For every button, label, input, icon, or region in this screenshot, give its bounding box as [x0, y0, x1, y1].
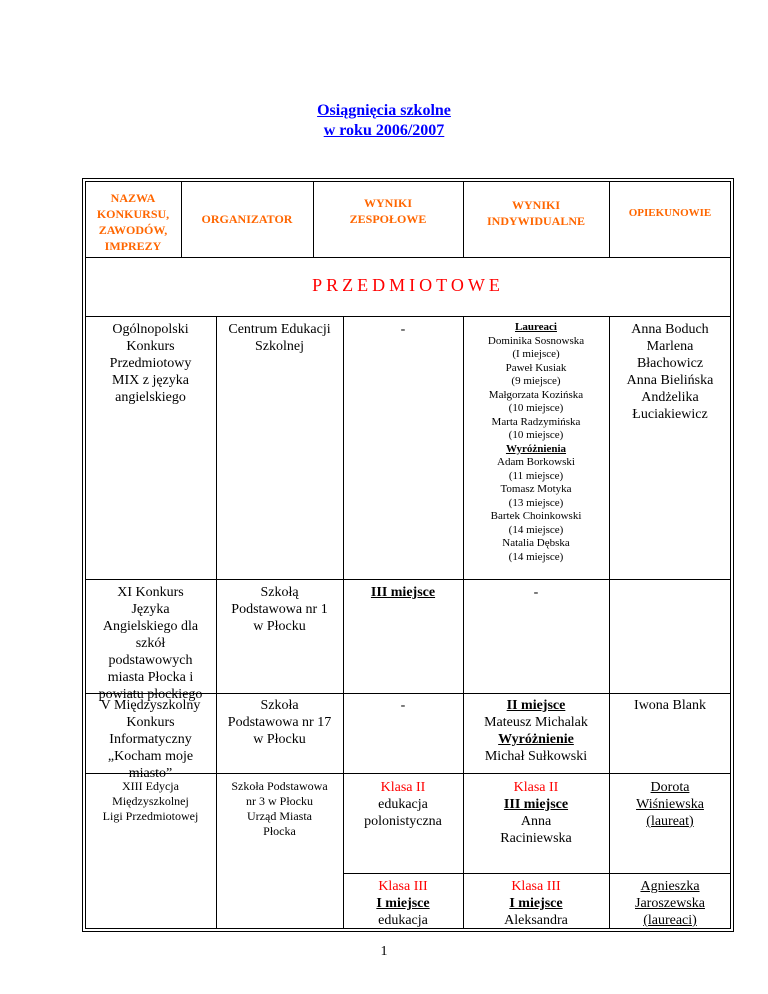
- divider: [85, 257, 731, 258]
- header-individual-results: WYNIKI INDYWIDUALNE: [486, 198, 585, 228]
- row4-organizer: Szkoła Podstawowa nr 3 w Płocku Urząd Miasta Płocka: [231, 779, 328, 838]
- row3-competition-name: V Międzyszkolny Konkurs Informatyczny „Kocham moje miasto”: [100, 698, 201, 781]
- row2-competition-name: XI Konkurs Języka Angielskiego dla szkół podstawowych miasta Płocka i powiatu płockiego: [98, 585, 203, 702]
- row2-organizer: Szkołą Podstawowa nr 1 w Płocku: [231, 585, 328, 634]
- page-title-line1: Osiągnięcia szkolne: [317, 102, 451, 119]
- row4a-supervisors: Dorota Wiśniewska (laureat): [636, 780, 704, 829]
- row1-organizer: Centrum Edukacji Szkolnej: [228, 322, 331, 354]
- divider: [343, 316, 344, 929]
- row3-supervisors: Iwona Blank: [634, 698, 706, 713]
- header-organizer: ORGANIZATOR: [201, 212, 293, 226]
- row3-organizer: Szkoła Podstawowa nr 17 w Płocku: [227, 698, 332, 747]
- row4b-supervisors: Agnieszka Jaroszewska (laureaci): [635, 879, 705, 928]
- page-title-line2: w roku 2006/2007: [323, 122, 445, 139]
- divider: [85, 316, 731, 317]
- row1-supervisors: Anna Boduch Marlena Błachowicz Anna Bielińska Andżelika Łuciakiewicz: [626, 322, 714, 422]
- row1-competition-name: Ogólnopolski Konkurs Przedmiotowy MIX z języka angielskiego: [109, 322, 192, 405]
- section-title: PRZEDMIOTOWE: [312, 275, 504, 295]
- row2-team-result: III miejsce: [370, 585, 436, 600]
- row4a-team-result: Klasa II edukacja polonistyczna: [364, 780, 442, 829]
- row1-individual-results: Laureaci Dominika Sosnowska (I miejsce) Paweł Kusiak (9 miejsce) Małgorzata Kozińska (10 miejsce) Marta Radzymińska (10 miejsce) Wyróżnienia Adam Borkowski (11 miejsce) Tomasz Motyka (13 miejsce) Bartek Choinkowski (14 miejsce) Natalia Dębska (14 miejsce): [487, 321, 585, 563]
- row4b-team-result: Klasa III I miejsce edukacja: [376, 879, 430, 928]
- row2-individual-result: -: [533, 585, 539, 600]
- page-number: 1: [380, 944, 388, 959]
- row4-competition-name: XIII Edycja Międzyszkolnej Ligi Przedmiotowej: [102, 779, 199, 823]
- header-team-results: WYNIKI ZESPOŁOWE: [349, 196, 427, 226]
- divider: [85, 579, 731, 580]
- row4a-individual-result: Klasa II III miejsce Anna Raciniewska: [500, 780, 572, 846]
- row3-team-result: -: [400, 698, 406, 713]
- header-competition-name: NAZWA KONKURSU, ZAWODÓW, IMPREZY: [96, 191, 170, 253]
- row1-team-result: -: [400, 322, 406, 337]
- header-supervisors: OPIEKUNOWIE: [628, 207, 712, 219]
- row3-individual-results: II miejsce Mateusz Michalak Wyróżnienie Michał Sułkowski: [484, 698, 588, 764]
- divider: [343, 873, 731, 874]
- row4b-individual-result: Klasa III I miejsce Aleksandra: [504, 879, 568, 928]
